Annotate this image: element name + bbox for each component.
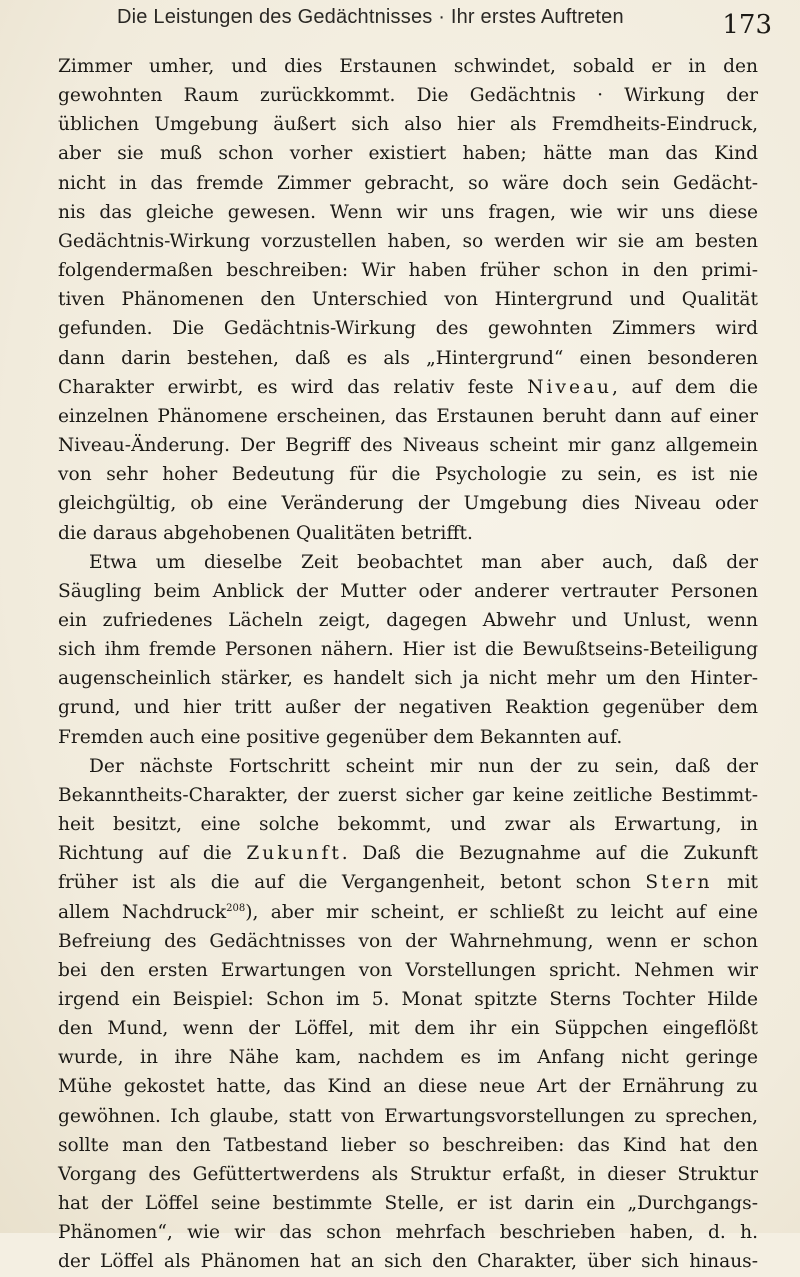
text-line: bei den ersten Erwartungen von Vorstellungen spricht. Nehmen wir (58, 959, 758, 981)
text-line: Bekanntheits-Charakter, der zuerst sicher gar keine zeitliche Bestimmt- (58, 784, 758, 806)
text-line: Niveau-Änderung. Der Begriff des Niveaus scheint mir ganz allgemein (58, 435, 758, 457)
text-line: Fremden auch eine positive gegenüber dem Bekannten auf. (58, 726, 623, 748)
text-line: dann darin bestehen, daß es als „Hintergrund“ einen besonderen (58, 347, 758, 369)
text-line: Säugling beim Anblick der Mutter oder anderer vertrauter Personen (58, 580, 758, 602)
text-line: aber sie muß schon vorher existiert haben; hätte man das Kind (58, 143, 758, 165)
text-line: Charakter erwirbt, es wird das relativ feste Niveau, auf dem die (58, 376, 758, 398)
text-line: Etwa um dieselbe Zeit beobachtet man aber auch, daß der (89, 551, 758, 573)
spaced-word: Niveau (527, 376, 613, 398)
spaced-word: Zukunft (246, 843, 342, 865)
text-line: Befreiung des Gedächtnisses von der Wahrnehmung, wenn er schon (58, 930, 758, 952)
text-line: sollte man den Tatbestand lieber so beschreiben: das Kind hat den (58, 1134, 758, 1156)
text-line: Vorgang des Gefüttertwerdens als Struktur erfaßt, in dieser Struktur (58, 1163, 758, 1185)
text-line: allem Nachdruck$^{208}$), aber mir scheint, er schließt zu leicht auf eine (58, 901, 758, 923)
text-line: früher ist als die auf die Vergangenheit, betont schon Stern mit (58, 872, 759, 894)
text-line: gefunden. Die Gedächtnis-Wirkung des gewohnten Zimmers wird (58, 318, 758, 340)
text-line: gleichgültig, ob eine Veränderung der Umgebung dies Niveau oder (58, 493, 758, 515)
text-line: Zimmer umher, und dies Erstaunen schwindet, sobald er in den (58, 56, 758, 77)
text-line: ein zufriedenes Lächeln zeigt, dagegen Abwehr und Unlust, wenn (58, 609, 758, 631)
text-line: Gedächtnis-Wirkung vorzustellen haben, so werden wir sie am besten (58, 230, 758, 252)
running-head: Die Leistungen des Gedächtnisses · Ihr erstes Auftreten (117, 6, 624, 28)
text-line: folgendermaßen beschreiben: Wir haben früher schon in den primi- (58, 260, 758, 282)
text-line: irgend ein Beispiel: Schon im 5. Monat spitzte Sterns Tochter Hilde (58, 989, 758, 1010)
text-line: wurde, in ihre Nähe kam, nachdem es im Anfang nicht geringe (58, 1047, 758, 1069)
text-line: von sehr hoher Bedeutung für die Psychologie zu sein, es ist nie (58, 464, 758, 486)
text-line: Der nächste Fortschritt scheint mir nun der zu sein, daß der (89, 755, 758, 777)
text-line: den Mund, wenn der Löffel, mit dem ihr ein Süppchen eingeflößt (58, 1018, 758, 1040)
spaced-word: Stern (645, 872, 713, 894)
text-line: die daraus abgehobenen Qualitäten betrifft. (58, 522, 473, 544)
text-line: hat der Löffel seine bestimmte Stelle, er ist darin ein „Durchgangs- (58, 1193, 758, 1215)
text-line: Mühe gekostet hatte, das Kind an diese neue Art der Ernährung zu (58, 1076, 758, 1098)
text-line: üblichen Umgebung äußert sich also hier als Fremdheits-Eindruck, (58, 114, 758, 136)
body-text (58, 52, 758, 1277)
text-line: Phänomen“, wie wir das schon mehrfach beschrieben haben, d. h. (58, 1222, 758, 1244)
text-line: gewohnten Raum zurückkommt. Die Gedächtnis · Wirkung der (58, 85, 758, 107)
text-line: tiven Phänomenen den Unterschied von Hintergrund und Qualität (58, 289, 758, 311)
footnote-ref: 208 (226, 902, 246, 914)
text-line: gewöhnen. Ich glaube, statt von Erwartungsvorstellungen zu sprechen, (58, 1105, 758, 1127)
text-line: sich ihm fremde Personen nähern. Hier ist die Bewußtseins-Beteiligung (58, 639, 758, 661)
text-line: nis das gleiche gewesen. Wenn wir uns fragen, wie wir uns diese (58, 201, 758, 223)
page-number: 173 (722, 10, 772, 40)
text-line: grund, und hier tritt außer der negativen Reaktion gegenüber dem (58, 697, 758, 719)
text-line: einzelnen Phänomene erscheinen, das Erstaunen beruht dann auf einer (58, 405, 758, 427)
text-line: heit besitzt, eine solche bekommt, und zwar als Erwartung, in (58, 814, 758, 836)
text-line: augenscheinlich stärker, es handelt sich ja nicht mehr um den Hinter- (58, 668, 758, 690)
text-line: Richtung auf die Zukunft. Daß die Bezugnahme auf die Zukunft (58, 843, 758, 865)
text-line: nicht in das fremde Zimmer gebracht, so wäre doch sein Gedächt- (58, 172, 758, 194)
text-line: der Löffel als Phänomen hat an sich den Charakter, über sich hinaus- (58, 1251, 758, 1273)
